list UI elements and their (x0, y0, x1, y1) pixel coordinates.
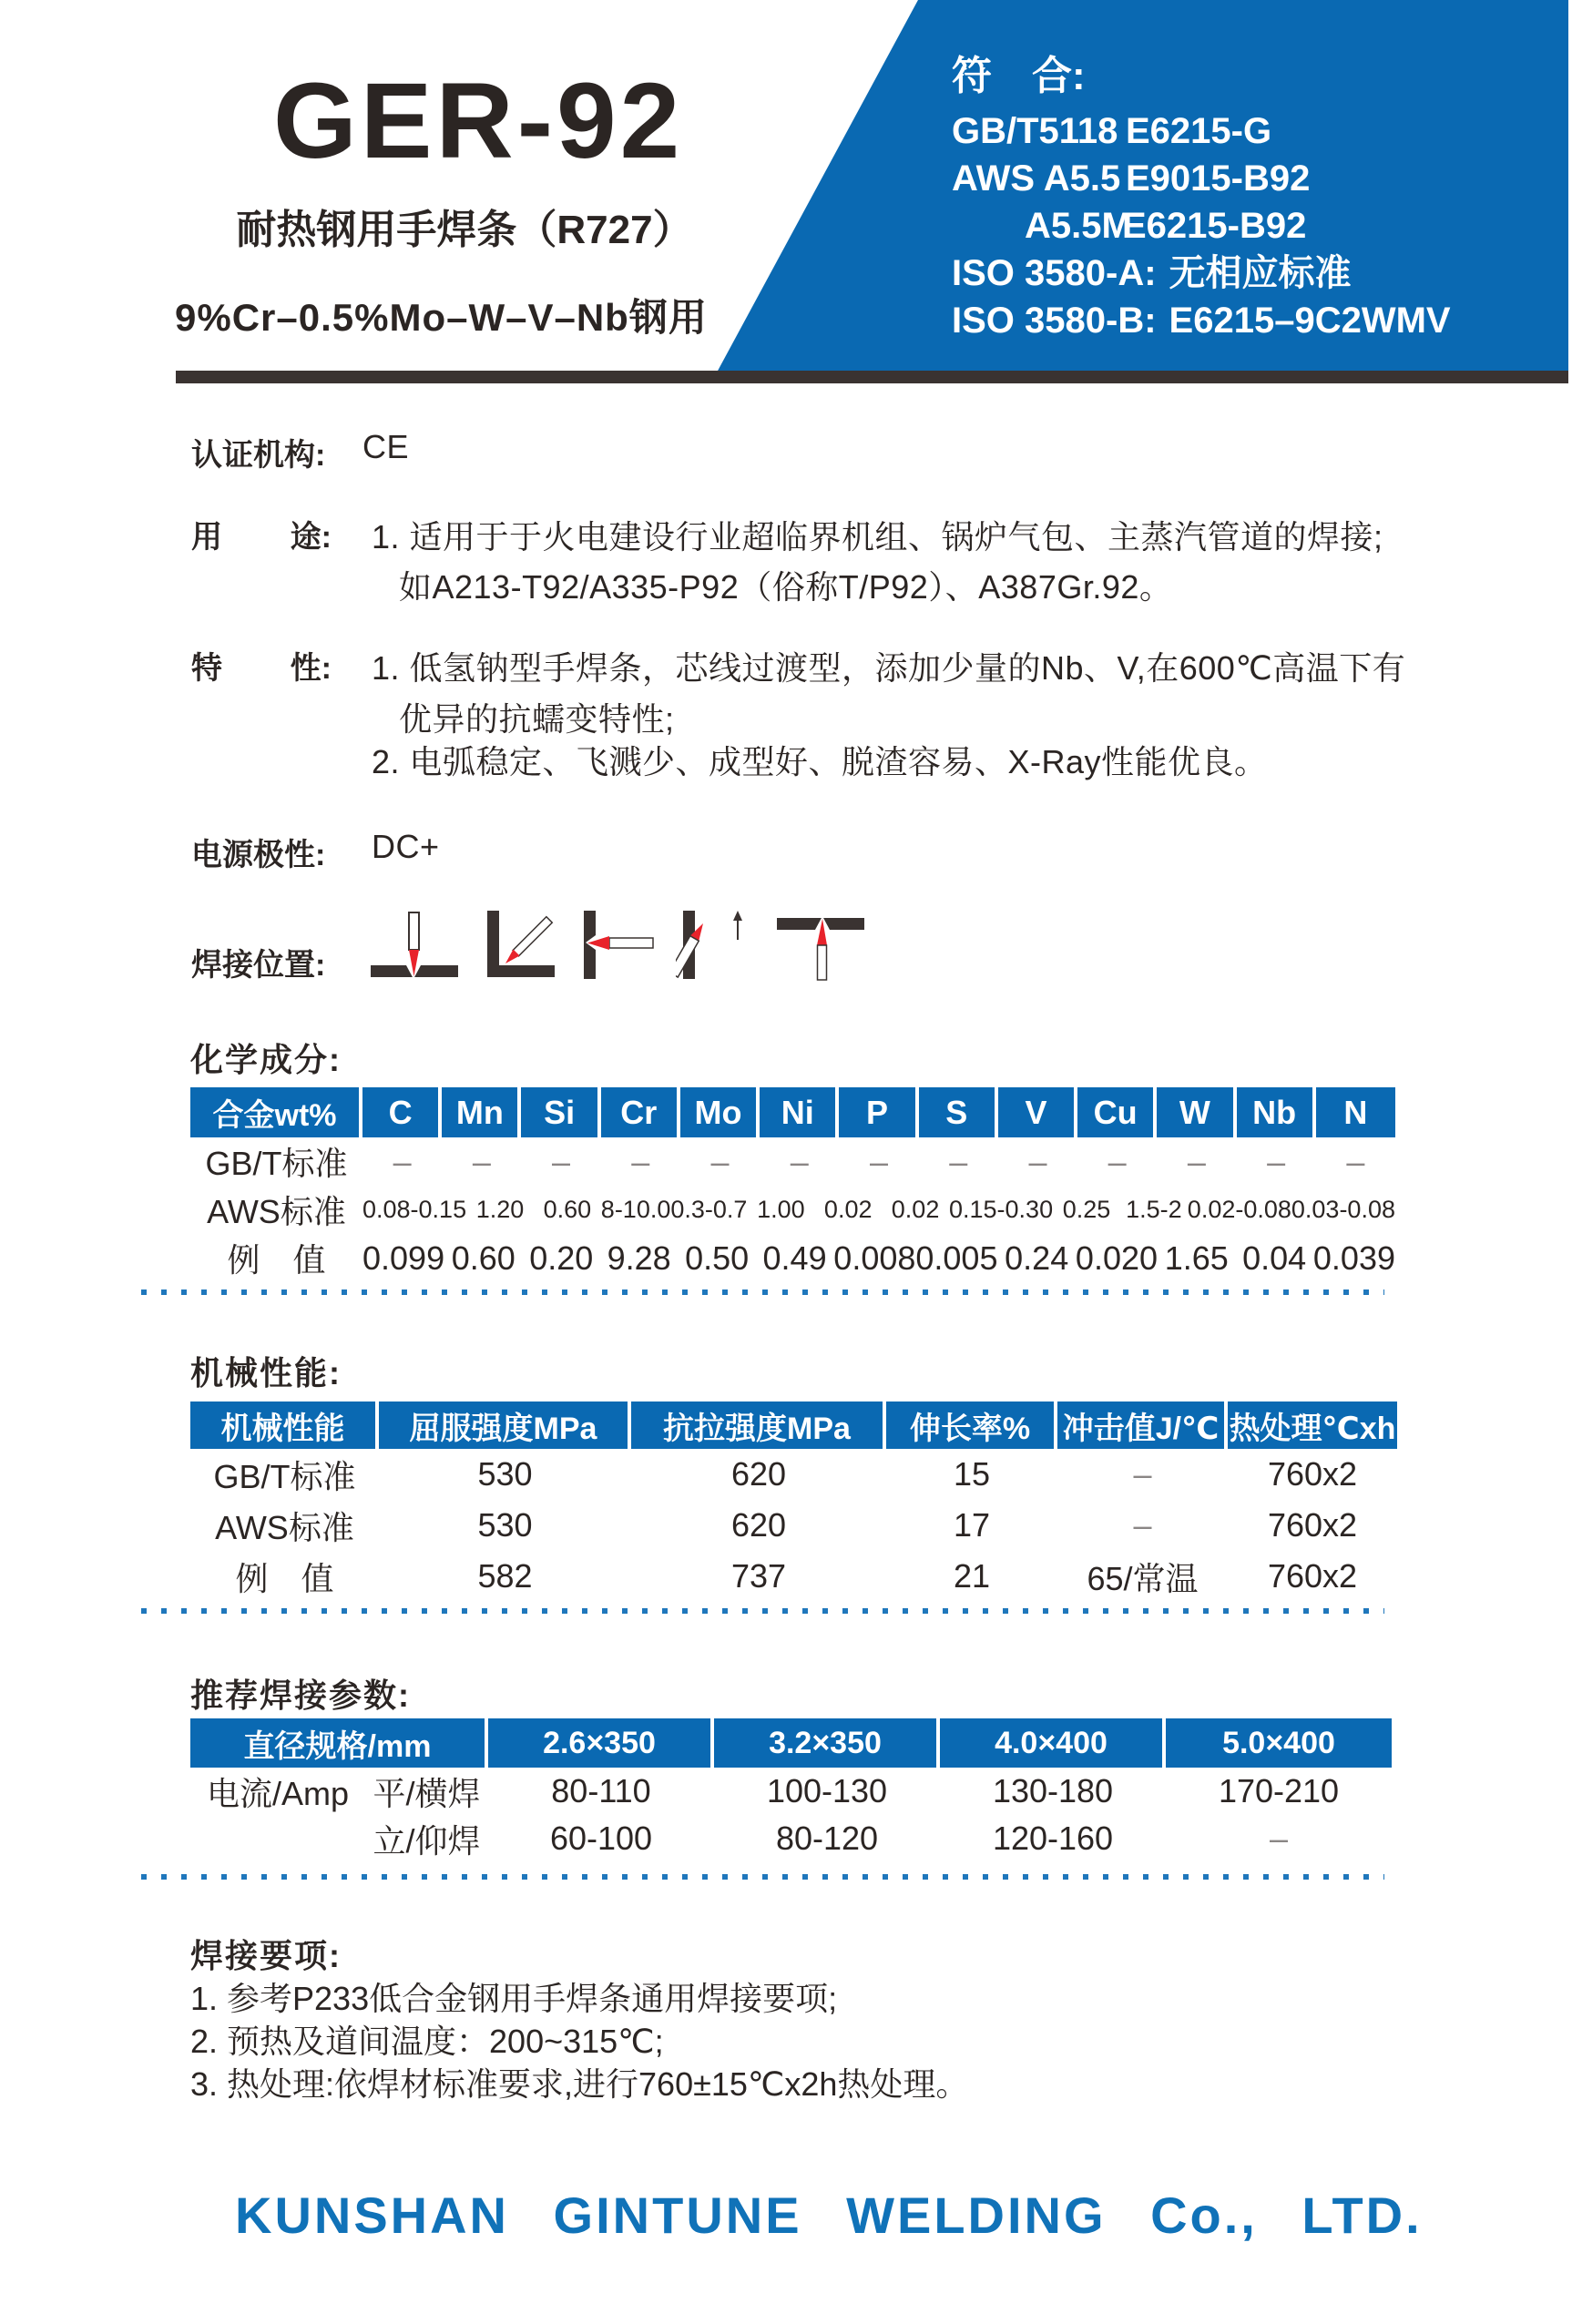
standard-grade: E9015-B92 (1126, 158, 1311, 199)
position-vertical-up-icon (676, 911, 762, 982)
row-label: AWS标准 (215, 1508, 354, 1546)
cell: 80-110 (551, 1772, 651, 1809)
cell: – (1133, 1455, 1152, 1493)
cell: 1.5-2 (1126, 1196, 1182, 1223)
table-row (190, 1449, 1397, 1500)
cell: 0.60 (451, 1238, 515, 1277)
chem-col-header: C (362, 1087, 442, 1137)
cell: – (472, 1142, 491, 1180)
standard-grade: E6215-B92 (1122, 206, 1307, 246)
product-subtitle: 耐热钢用手焊条（R727） (236, 208, 693, 252)
cell: 0.005 (915, 1238, 998, 1277)
cell: – (1267, 1142, 1286, 1180)
cell: 1.65 (1164, 1238, 1229, 1277)
usage-label (191, 512, 332, 556)
standard-item (952, 297, 1451, 344)
chemical-section-title: 化学成分: (190, 1041, 342, 1078)
cell: 0.02 (823, 1196, 873, 1223)
cell: – (790, 1142, 809, 1180)
chem-col-header: Cr (601, 1087, 680, 1137)
position-horizontal-icon (577, 911, 663, 982)
position-overhead-icon (775, 911, 866, 982)
dotted-divider (141, 1608, 1384, 1614)
cell: 0.04 (1242, 1238, 1307, 1277)
cell: – (869, 1142, 888, 1180)
cell: 620 (730, 1506, 787, 1544)
cell: 21 (953, 1557, 991, 1595)
welding-notes (190, 1934, 968, 2105)
cell: 0.08-0.15 (362, 1196, 467, 1223)
standard-grade: E6215–9C2WMV (1169, 301, 1451, 341)
chem-col-header: P (839, 1087, 918, 1137)
chem-col-header: N (1316, 1087, 1395, 1137)
mech-col-header: 热处理℃xh (1228, 1402, 1397, 1449)
cell: 1.20 (475, 1196, 525, 1223)
standard-code: ISO 3580-A: (952, 253, 1157, 293)
row-group-label: 电流/Amp (206, 1774, 350, 1812)
product-application-line: 9%Cr–0.5%Mo–W–V–Nb钢用 (175, 296, 708, 339)
chem-col-header: S (919, 1087, 998, 1137)
mechanical-section-title: 机械性能: (190, 1354, 342, 1391)
chem-col-header: 合金wt% (190, 1087, 362, 1137)
cell: 737 (730, 1557, 787, 1595)
cell: 120-160 (992, 1819, 1114, 1857)
note-item: 1. 参考P233低合金钢用手焊条通用焊接要项; (190, 1980, 838, 2017)
feature-label-right: 性: (290, 651, 332, 686)
standards-block (952, 51, 1451, 344)
cell: 0.15-0.30 (949, 1196, 1054, 1223)
mechanical-table (190, 1402, 1397, 1602)
row-label: GB/T标准 (213, 1457, 356, 1495)
position-flat-icon (369, 911, 460, 982)
row-label: 例 值 (227, 1241, 326, 1279)
cell: 0.25 (1062, 1196, 1111, 1223)
chem-col-header: Nb (1237, 1087, 1316, 1137)
param-col-header: 3.2×350 (714, 1718, 940, 1768)
mechanical-table-header (190, 1402, 1397, 1449)
chem-col-header: Ni (760, 1087, 839, 1137)
mech-col-header: 冲击值J/℃ (1057, 1402, 1228, 1449)
cell: 1.00 (757, 1196, 805, 1223)
chem-col-header: Si (521, 1087, 600, 1137)
feature-line-1: 1. 低氢钠型手焊条，芯线过渡型，添加少量的Nb、V,在600℃高温下有 (372, 649, 1406, 687)
product-model-title: GER-92 (273, 61, 684, 181)
cell: 620 (730, 1455, 787, 1493)
polarity-value: DC+ (372, 828, 440, 865)
cell: – (1269, 1819, 1289, 1857)
cell: 170-210 (1218, 1772, 1340, 1809)
cell: 80-120 (775, 1819, 879, 1857)
feature-label-left: 特 (191, 651, 222, 686)
chem-col-header: W (1157, 1087, 1236, 1137)
cell: – (631, 1142, 650, 1180)
cell: – (393, 1142, 412, 1180)
standard-code: ISO 3580-B: (952, 301, 1157, 341)
note-item: 2. 预热及道间温度：200~315℃; (190, 2023, 664, 2060)
cert-value: CE (362, 428, 410, 465)
cell: 0.3-0.7 (670, 1196, 748, 1223)
position-label: 焊接位置: (191, 948, 326, 983)
standard-item (952, 250, 1451, 297)
cell: 0.02 (891, 1196, 940, 1223)
cell: 0.60 (543, 1196, 592, 1223)
cell: 100-130 (766, 1772, 888, 1809)
feature-line-2: 优异的抗蠕变特性; (399, 700, 675, 738)
row-label: 平/横焊 (373, 1774, 481, 1812)
cell: 582 (477, 1557, 533, 1595)
standard-item (952, 155, 1451, 202)
cell: 0.020 (1075, 1238, 1159, 1277)
chemical-table-header (190, 1087, 1395, 1137)
feature-label (191, 643, 332, 688)
chem-col-header: Cu (1077, 1087, 1157, 1137)
usage-line-1: 1. 适用于于火电建设行业超临界机组、锅炉气包、主蒸汽管道的焊接; (372, 518, 1383, 556)
cell: – (1028, 1142, 1047, 1180)
table-row (190, 1137, 1395, 1186)
position-fillet-corner-icon (473, 911, 564, 982)
cell: – (1346, 1142, 1365, 1180)
usage-line-2: 如A213-T92/A335-P92（俗称T/P92）、A387Gr.92。 (399, 568, 1173, 606)
standard-item (952, 202, 1451, 250)
cell: 0.039 (1312, 1238, 1395, 1277)
cell: – (710, 1142, 730, 1180)
cell: 760x2 (1267, 1455, 1358, 1493)
table-row (190, 1234, 1395, 1282)
cell: 0.03-0.08 (1291, 1196, 1395, 1223)
dotted-divider (141, 1289, 1384, 1295)
company-logo-text: KUNSHAN GINTUNE WELDING Co., LTD. (235, 2186, 1423, 2244)
param-col-header: 4.0×400 (940, 1718, 1166, 1768)
cell: 0.20 (529, 1238, 594, 1277)
cell: 0.24 (1005, 1238, 1069, 1277)
cell: 0.099 (362, 1238, 445, 1277)
table-row (190, 1551, 1397, 1602)
params-table-body (190, 1768, 1392, 1862)
mech-col-header: 屈服强度MPa (379, 1402, 631, 1449)
cell: 0.008 (833, 1238, 916, 1277)
cell: 17 (953, 1506, 991, 1544)
cell: 15 (953, 1455, 991, 1493)
row-label: GB/T标准 (205, 1145, 348, 1182)
cell: 0.49 (762, 1238, 827, 1277)
cell: 60-100 (549, 1819, 653, 1857)
cell: – (1133, 1506, 1152, 1544)
param-col-header: 直径规格/mm (190, 1718, 488, 1768)
cell: – (949, 1142, 968, 1180)
standards-title: 符 合: (952, 54, 1086, 98)
note-item: 3. 热处理:依焊材标准要求,进行760±15℃x2h热处理。 (190, 2065, 969, 2103)
usage-label-left: 用 (191, 520, 222, 555)
welding-position-icons (369, 911, 866, 982)
cert-label: 认证机构: (191, 438, 326, 473)
cell: 9.28 (607, 1238, 671, 1277)
params-section-title: 推荐焊接参数: (190, 1677, 411, 1714)
row-label: 例 值 (235, 1559, 334, 1597)
chem-col-header: Mn (442, 1087, 521, 1137)
cell: 65/常温 (1087, 1559, 1199, 1597)
mech-col-header: 抗拉强度MPa (631, 1402, 886, 1449)
cell: 760x2 (1267, 1557, 1358, 1595)
cell: – (1187, 1142, 1206, 1180)
cell: 530 (477, 1455, 533, 1493)
standard-code: AWS A5.5 (952, 158, 1121, 199)
mech-col-header: 伸长率% (886, 1402, 1057, 1449)
cell: 0.02-0.08 (1187, 1196, 1291, 1223)
param-col-header: 2.6×350 (488, 1718, 714, 1768)
standard-grade: 无相应标准 (1169, 253, 1352, 293)
cell: 8-10.0 (600, 1196, 671, 1223)
cell: 760x2 (1267, 1506, 1358, 1544)
standard-grade: E6215-G (1126, 111, 1272, 151)
chem-col-header: Mo (680, 1087, 760, 1137)
standard-item (952, 107, 1451, 155)
param-col-header: 5.0×400 (1166, 1718, 1392, 1768)
standard-code: GB/T5118 (952, 111, 1118, 151)
header-divider-bar (176, 371, 1568, 383)
cell: 530 (477, 1506, 533, 1544)
cell: – (552, 1142, 571, 1180)
dotted-divider (141, 1874, 1384, 1880)
cell: 0.50 (685, 1238, 750, 1277)
chemical-table (190, 1087, 1395, 1282)
row-label: 立/仰焊 (373, 1821, 481, 1860)
feature-line-3: 2. 电弧稳定、飞溅少、成型好、脱渣容易、X-Ray性能优良。 (372, 743, 1268, 780)
params-table (190, 1718, 1392, 1862)
mech-col-header: 机械性能 (190, 1402, 379, 1449)
cell: 130-180 (992, 1772, 1114, 1809)
polarity-label: 电源极性: (191, 838, 326, 872)
row-label: AWS标准 (207, 1193, 346, 1230)
table-row (190, 1500, 1397, 1551)
usage-label-right: 途: (290, 520, 332, 555)
params-table-header (190, 1718, 1392, 1768)
notes-title: 焊接要项: (190, 1937, 342, 1974)
table-row (190, 1186, 1395, 1234)
chem-col-header: V (998, 1087, 1077, 1137)
standard-code: A5.5M (1025, 206, 1132, 246)
cell: – (1108, 1142, 1127, 1180)
